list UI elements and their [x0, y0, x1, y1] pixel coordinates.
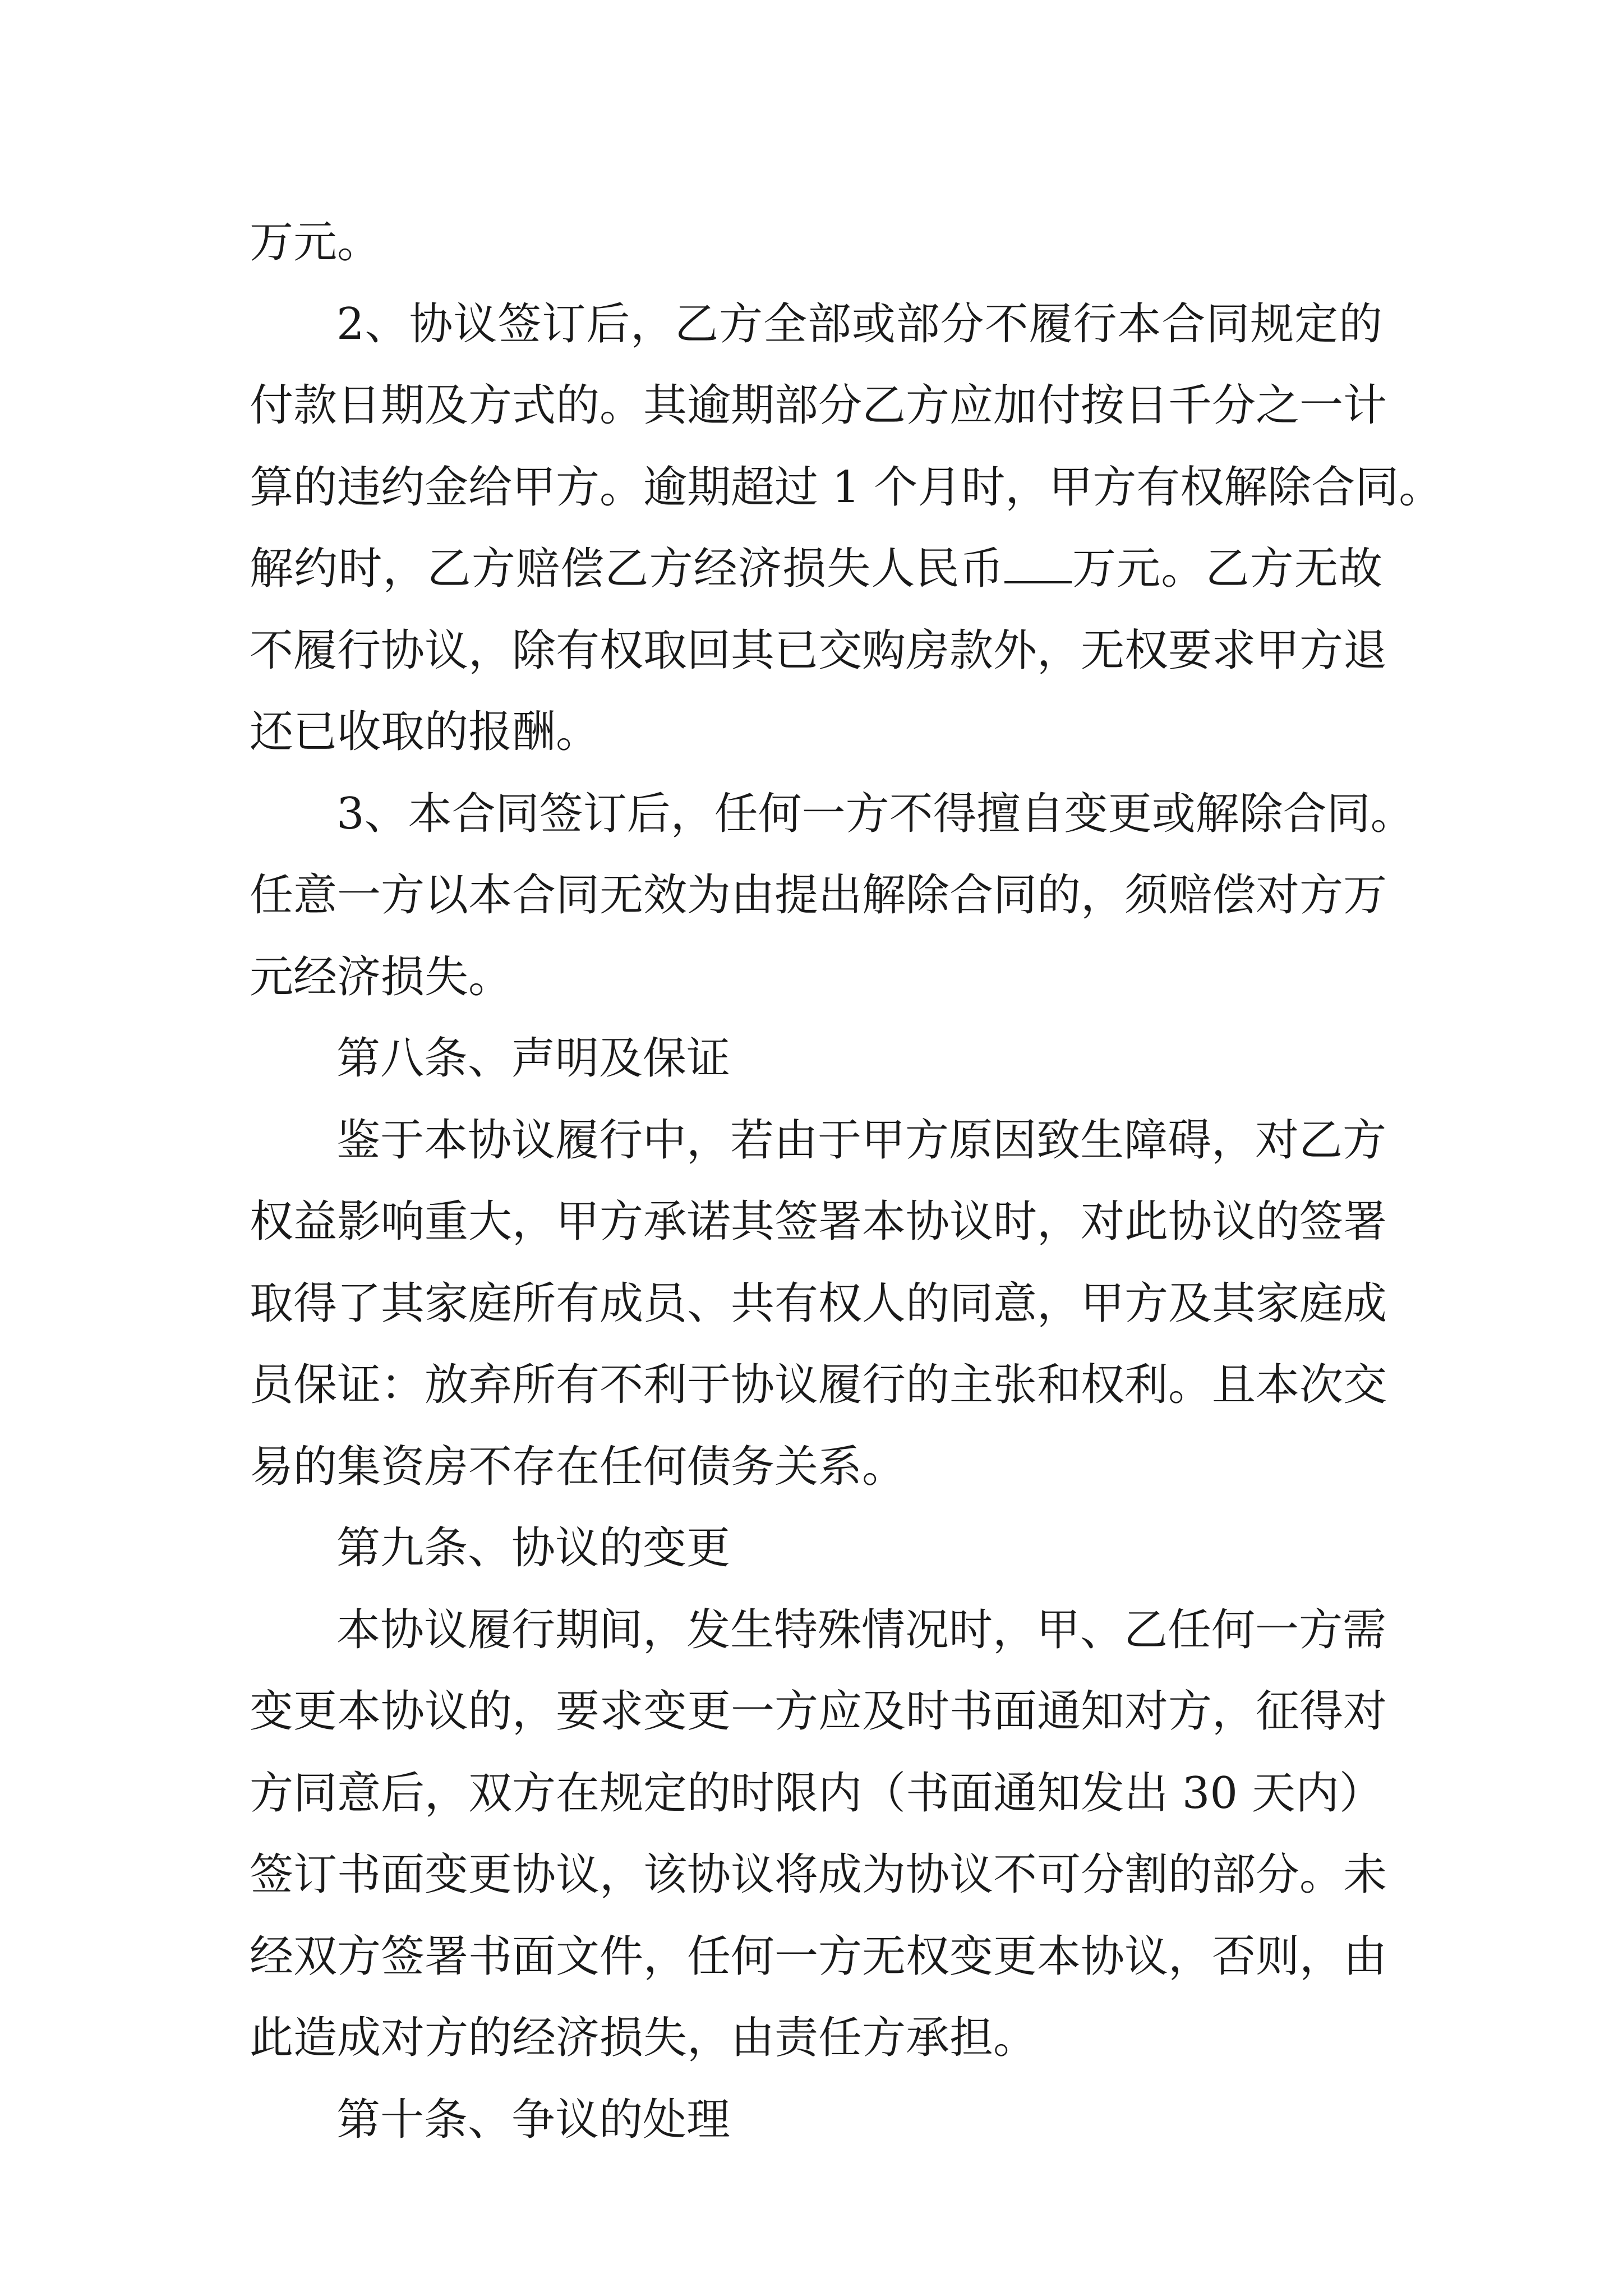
section-heading: 第九条、协议的变更 — [336, 1523, 731, 1573]
text-line: 元经济损失。 — [250, 951, 513, 1002]
text-line: 不履行协议，除有权取回其已交购房款外，无权要求甲方退 — [250, 625, 1387, 676]
text-fragment: 解约时，乙方赔偿乙方经济损失人民币 — [250, 544, 1004, 594]
text-line: 变更本协议的，要求变更一方应及时书面通知对方，征得对 — [250, 1686, 1387, 1737]
section-heading: 第八条、声明及保证 — [336, 1033, 731, 1084]
text-line: 2、协议签订后，乙方全部或部分不履行本合同规定的 — [336, 298, 1382, 349]
text-line: 方同意后，双方在规定的时限内（书面通知发出 30 天内） — [250, 1768, 1383, 1819]
text-line: 签订书面变更协议，该协议将成为协议不可分割的部分。未 — [250, 1849, 1387, 1900]
text-line: 3、本合同签订后，任何一方不得擅自变更或解除合同。 — [336, 788, 1414, 839]
text-line: 本协议履行期间，发生特殊情况时，甲、乙任何一方需 — [336, 1604, 1387, 1655]
text-line: 任意一方以本合同无效为由提出解除合同的，须赔偿对方万 — [250, 870, 1387, 921]
text-fragment: 万元。乙方无故 — [1071, 544, 1382, 594]
text-line: 鉴于本协议履行中，若由于甲方原因致生障碍，对乙方 — [336, 1115, 1387, 1166]
text-line — [250, 528, 1382, 610]
text-line: 付款日期及方式的。其逾期部分乙方应加付按日千分之一计 — [250, 380, 1387, 431]
fill-in-blank — [1004, 542, 1072, 583]
text-line: 经双方签署书面文件，任何一方无权变更本协议，否则，由 — [250, 1931, 1387, 1982]
text-line: 取得了其家庭所有成员、共有权人的同意，甲方及其家庭成 — [250, 1278, 1387, 1329]
text-line: 此造成对方的经济损失，由责任方承担。 — [250, 2013, 1038, 2063]
text-line: 员保证：放弃所有不利于协议履行的主张和权利。且本次交 — [250, 1360, 1387, 1410]
text-line: 万元。 — [250, 217, 381, 268]
text-line: 权益影响重大，甲方承诺其签署本协议时，对此协议的签署 — [250, 1197, 1387, 1247]
text-line: 还已收取的报酬。 — [250, 707, 600, 757]
section-heading: 第十条、争议的处理 — [336, 2094, 731, 2145]
document-body — [250, 202, 1443, 2161]
text-line: 易的集资房不存在任何债务关系。 — [250, 1441, 906, 1492]
text-line: 算的违约金给甲方。逾期超过 1 个月时，甲方有权解除合同。 — [250, 462, 1443, 513]
